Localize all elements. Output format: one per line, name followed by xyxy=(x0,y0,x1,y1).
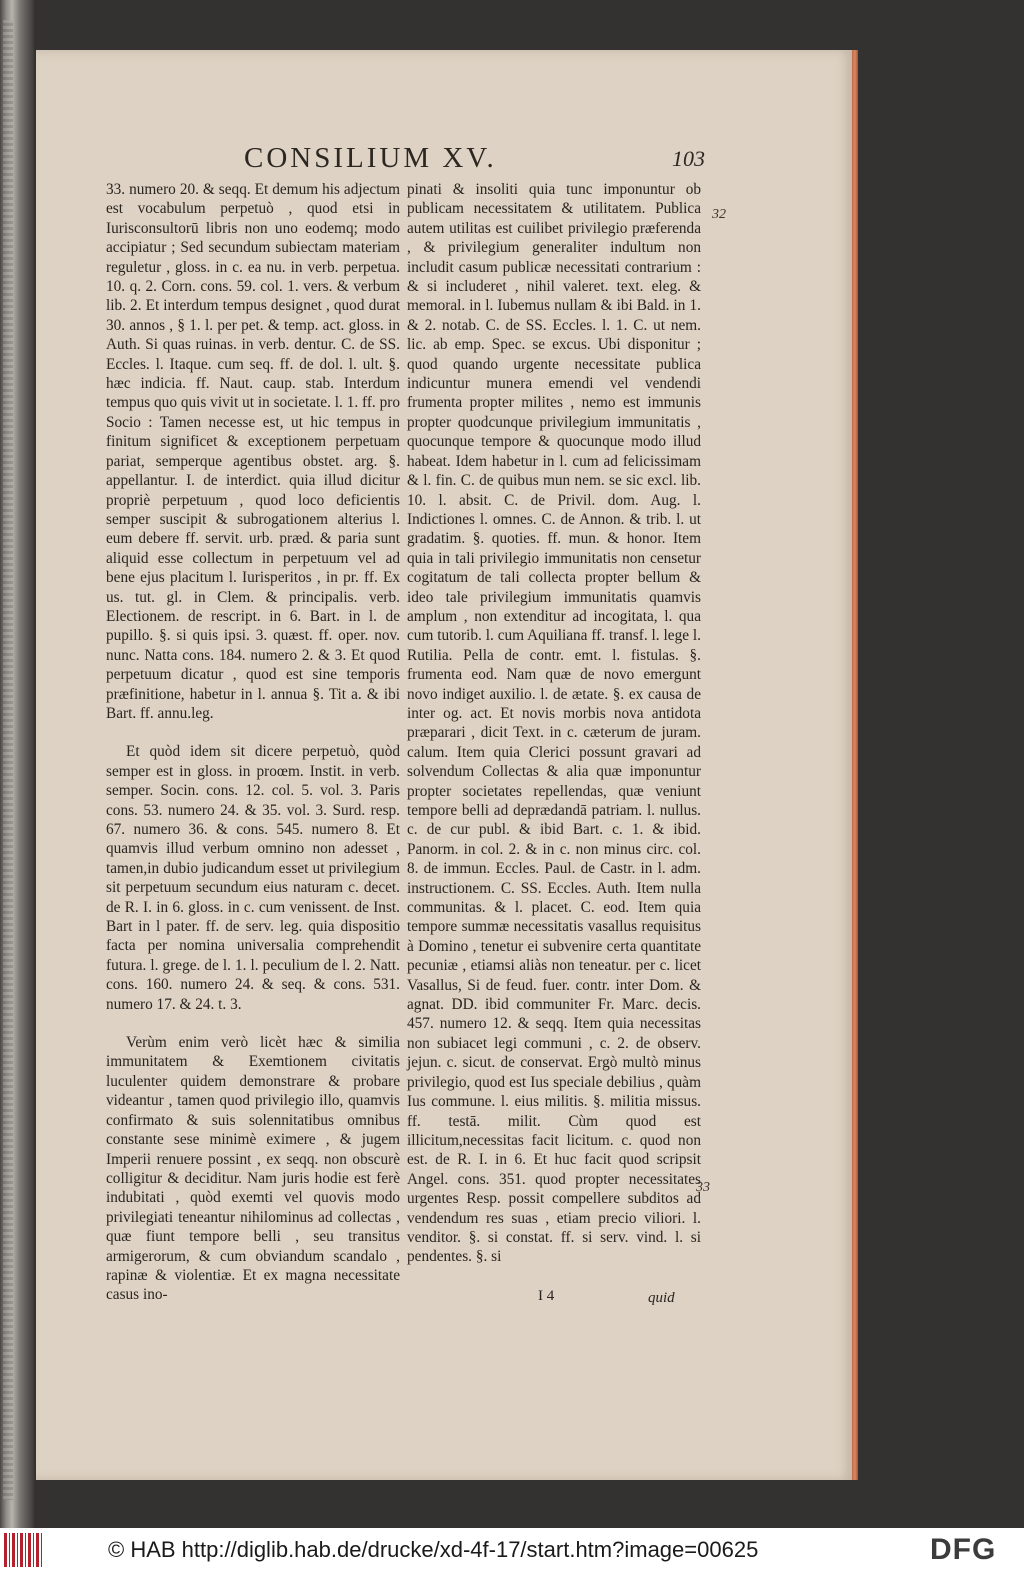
dfg-logo: DFG xyxy=(930,1533,997,1566)
catchword: quid xyxy=(648,1290,675,1306)
book-edge xyxy=(0,0,34,1528)
left-paragraph-3: Verùm enim verò licèt hæc & similia immunitatem & Exemtionem civitatis luculenter quidem demonstrare & probare videantur , tamen quod privilegio illo, quamvis confirmato & suis solennitatibus omnibus constante sese minimè eximere , & jugem Imperii renuere possint , ex seqq. non obscurè colligitur & deciditur. Nam juris hodie est ferè indubitati , quòd exemti vel quovis modo privilegiati teneantur nihilominus ad collectas , quæ fiunt tempore belli , seu transitus armigerorum, & cum obviandum scandalo , rapinæ & violentiæ. Et ex magna necessitate casus ino- xyxy=(106,1034,400,1304)
margin-note-32: 32 xyxy=(712,207,726,222)
left-column xyxy=(106,180,400,1305)
right-column xyxy=(407,180,701,1267)
left-paragraph-2: Et quòd idem sit dicere perpetuò, quòd semper est in gloss. in proœm. Instit. in verb. semper. Socin. cons. 12. col. 5. vol. 3. Paris cons. 53. numero 24. & 35. vol. 3. Surd. resp. 67. numero 36. & cons. 545. numero 8. Et quamvis illud verbum omnino non adesset , tamen,in dubio judicandum esset ut privilegium sit perpetuum secundum eius naturam c. decet. de R. I. in 6. gloss. in c. cum venissent. de Inst. Bart in l pater. ff. de serv. leg. quia dispositio facta per nomina universalia comprehendit futura. l. grege. de l. 1. l. peculium de l. 2. Natt. cons. 160. numero 24. & seq. & cons. 531. numero 17. & 24. t. 3. xyxy=(106,743,400,1013)
right-paragraph-1: pinati & insoliti quia tunc imponuntur ob publicam necessitatem & utilitatem. Publica autem utilitas est cuilibet privilegio præferenda , & privilegium generaliter indultum non includit casum publicæ necessitati contrarium : & si includeret , nihil valeret. text. eleg. & memoral. in l. Iubemus nullam & ibi Bald. in 1. & 2. notab. C. de SS. Eccles. l. 1. C. ut nem. lic. ab emp. Spec. se excus. Ubi disponitur ; quod quando urgente necessitate publica indicuntur munera emendi vel vendendi frumenta propter milites , nemo est immunis propter quodcunque privilegium immunitatis , quocunque tempore & quocunque modo illud habeat. Idem habetur in l. cum ad felicissimam & l. fin. C. de quibus mun nem. se sic excl. lib. 10. l. absit. C. de Privil. dom. Aug. l. Indictiones l. omnes. C. de Annon. & trib. l. ut gradatim. §. quoties. ff. mun. & honor. Item quia in tali privilegio immunitatis non censetur cogitatum de tali collecta propter bellum & ideo tale privilegium immunitatis quamvis amplum , non extenditur ad incogitata, l. qua cum tutorib. l. cum Aquiliana ff. transf. l. lege l. Rutilia. Pella de contr. emt. l. fistulas. §. frumenta eod. Nam quæ de novo emergunt novo indiget auxilio. l. de ætate. §. ex causa de inter og. act. Et novis morbis nova antidota præparari , dicit Text. in c. cæterum de juram. calum. Item quia Clerici possunt gravari ad solvendum Collectas & alia quæ imponuntur propter societates repellendas, quæ veniunt tempore belli ad deprædandā patriam. l. nullus. c. de cur publ. & ibid Bart. c. 1. & ibid. Panorm. in col. 2. & in c. non minus circ. col. 8. de immun. Eccles. Paul. de Castr. in l. adm. instructionem. C. SS. Eccles. Auth. Item nulla communitas. & l. placet. C. eod. Item quia tempore summæ necessitatis vasallus requisitus à Domino , tenetur ei subvenire certa quantitate pecuniæ , etiamsi aliàs non teneatur. per c. licet Vasallus, Si de feud. fuer. contr. inter Dom. & agnat. DD. ibid communiter Fr. Marc. decis. 457. numero 12. & seqq. Item quia necessitas non subiacet legi communi , c. 2. de observ. jejun. c. sicut. de conservat. Ergò multò minus privilegio, quod est Ius speciale debilius , quàm Ius commune. l. eius militis. §. militia missus. ff. testā. milit. Cùm quod est illicitum,necessitas facit licitum. c. quod non est. de R. I. in 6. Et huc facit quod scripsit Angel. cons. 351. quod propter necessitates urgentes Resp. possit compellere subditos ad vendendum res suas , etiam precio viliori. l. venditor. §. si constat. ff. si serv. vind. l. si pendentes. §. si xyxy=(407,181,701,1266)
hab-barcode-icon xyxy=(4,1533,44,1567)
left-paragraph-1: 33. numero 20. & seqq. Et demum his adjectum est vocabulum perpetuò , quod etsi in Iurisconsultorū libris non uno eodemq; modo accipiatur ; Sed secundum subiectam materiam reguletur , gloss. in c. ea nu. in verb. perpetua. 10. q. 2. Corn. cons. 59. col. 1. vers. & verbum lib. 2. Et interdum tempus designet , quod durat 30. annos , § 1. l. per pet. & temp. act. gloss. in Auth. Si quas ruinas. in verb. dentur. C. de SS. Eccles. l. Itaque. cum seq. ff. de dol. l. ult. §. hæc indicia. ff. Naut. caup. stab. Interdum tempus quo quis vivit ut in societate. l. 1. ff. pro Socio : Tamen necesse est, ut hic tempus in finitum significet & exceptionem perpetuam pariat, semperque agentibus obstet. arg. §. appellantur. I. de interdict. quia illud dicitur propriè perpetuum , quod loco deficientis semper suscipit & subrogationem alterius l. eum debere ff. servit. urb. præd. & paria sunt aliquid esse collectum in perpetuum vel ad bene ejus placitum l. Iurisperitos , in pr. ff. Ex us. tut. gl. in Clem. & principalis. verb. Electionem. de rescript. in 6. Bart. in l. de pupillo. §. si quis ipsi. 3. quæst. ff. oper. nov. nunc. Natta cons. 184. numero 2. & 3. Et quod perpetuum dicatur , quod est sine temporis præfinitione, habetur in l. annua §. Tit a. & ibi Bart. ff. annu.leg. xyxy=(106,181,400,722)
book-edge-strip xyxy=(3,20,13,1500)
page-edge xyxy=(852,50,858,1480)
footer-bar xyxy=(0,1528,1024,1572)
source-credit-link[interactable]: © HAB http://diglib.hab.de/drucke/xd-4f-17/start.htm?image=00625 xyxy=(108,1537,759,1562)
book-page xyxy=(36,50,852,1480)
signature-mark: I 4 xyxy=(538,1288,555,1304)
page-number: 103 xyxy=(672,146,705,171)
running-title: CONSILIUM XV. xyxy=(244,142,497,174)
margin-note-33: 33 xyxy=(696,1180,710,1195)
